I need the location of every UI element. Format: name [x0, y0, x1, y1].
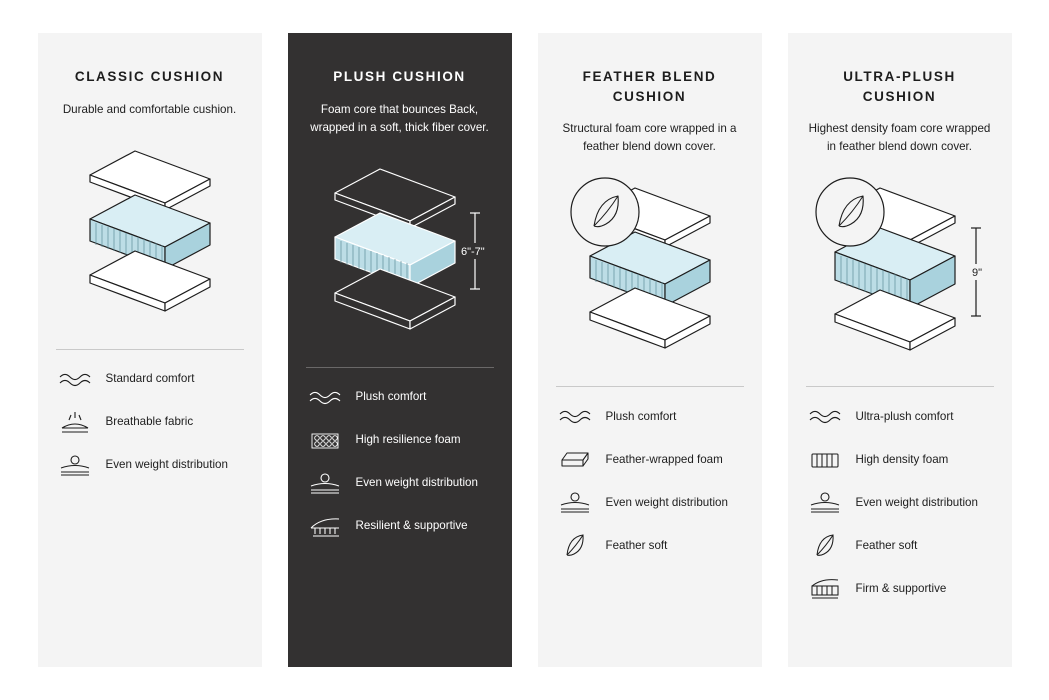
feature-list	[306, 378, 494, 547]
feature-list	[556, 397, 744, 566]
card-description: Foam core that bounces Back, wrapped in a soft, thick fiber cover.	[310, 102, 489, 134]
even-weight-icon	[306, 469, 344, 499]
firm-support-icon	[806, 574, 844, 604]
list-item	[556, 440, 744, 480]
card-feather-blend-cushion	[538, 33, 762, 667]
wave-icon	[556, 402, 594, 432]
divider	[56, 349, 244, 350]
cushion-layer-illustration	[300, 151, 500, 351]
list-item	[806, 526, 994, 566]
card-description: Structural foam core wrapped in a feather blend down cover.	[562, 122, 737, 154]
leaf-icon	[556, 531, 594, 561]
card-title: PLUSH CUSHION	[333, 69, 466, 84]
feature-label: High density foam	[855, 452, 949, 466]
density-bars-icon	[806, 445, 844, 475]
feature-label: Plush comfort	[355, 390, 427, 404]
list-item	[556, 397, 744, 437]
list-item	[806, 440, 994, 480]
feature-label: Plush comfort	[605, 409, 677, 423]
card-ultra-plush-cushion	[788, 33, 1012, 667]
feature-label: Firm & supportive	[855, 581, 947, 595]
divider	[806, 386, 994, 387]
card-title: FEATHER BLEND CUSHION	[582, 69, 717, 104]
wave-icon	[806, 402, 844, 432]
dimension-label: 6"-7"	[460, 245, 485, 258]
divider	[556, 386, 744, 387]
even-weight-icon	[556, 488, 594, 518]
feature-label: Even weight distribution	[105, 458, 228, 472]
dimension-label: 9"	[971, 267, 982, 280]
even-weight-icon	[806, 488, 844, 518]
even-weight-icon	[56, 451, 94, 481]
list-item	[806, 397, 994, 437]
list-item	[306, 464, 494, 504]
feature-label: Feather soft	[855, 538, 918, 552]
list-item	[56, 446, 244, 486]
feature-list	[806, 397, 994, 609]
list-item	[306, 421, 494, 461]
list-item	[56, 360, 244, 400]
card-title: ULTRA-PLUSH CUSHION	[843, 69, 956, 104]
list-item	[556, 483, 744, 523]
cushion-layer-illustration	[800, 170, 1000, 370]
feature-label: Even weight distribution	[855, 495, 978, 509]
cushion-layer-illustration	[50, 133, 250, 333]
list-item	[56, 403, 244, 443]
breathable-fabric-icon	[56, 408, 94, 438]
card-plush-cushion	[288, 33, 512, 667]
honeycomb-icon	[306, 426, 344, 456]
feature-label: Resilient & supportive	[355, 519, 468, 533]
list-item	[306, 378, 494, 418]
feature-label: Even weight distribution	[605, 495, 728, 509]
feature-label: Feather-wrapped foam	[605, 452, 723, 466]
list-item	[556, 526, 744, 566]
wave-icon	[56, 365, 94, 395]
feature-label: Feather soft	[605, 538, 668, 552]
supportive-icon	[306, 512, 344, 542]
cushion-layer-illustration	[550, 170, 750, 370]
feature-label: Breathable fabric	[105, 415, 194, 429]
feature-label: Even weight distribution	[355, 476, 478, 490]
list-item	[806, 569, 994, 609]
card-title: CLASSIC CUSHION	[74, 69, 225, 84]
card-classic-cushion	[38, 33, 262, 667]
leaf-icon	[806, 531, 844, 561]
list-item	[306, 507, 494, 547]
feature-label: Standard comfort	[105, 372, 195, 386]
feature-list	[56, 360, 244, 486]
list-item	[806, 483, 994, 523]
feature-label: High resilience foam	[355, 433, 461, 447]
card-description: Highest density foam core wrapped in feather blend down cover.	[808, 122, 991, 154]
card-description: Durable and comfortable cushion.	[62, 102, 237, 116]
foam-block-icon	[556, 445, 594, 475]
wave-icon	[306, 383, 344, 413]
feature-label: Ultra-plush comfort	[855, 409, 954, 423]
divider	[306, 367, 494, 368]
